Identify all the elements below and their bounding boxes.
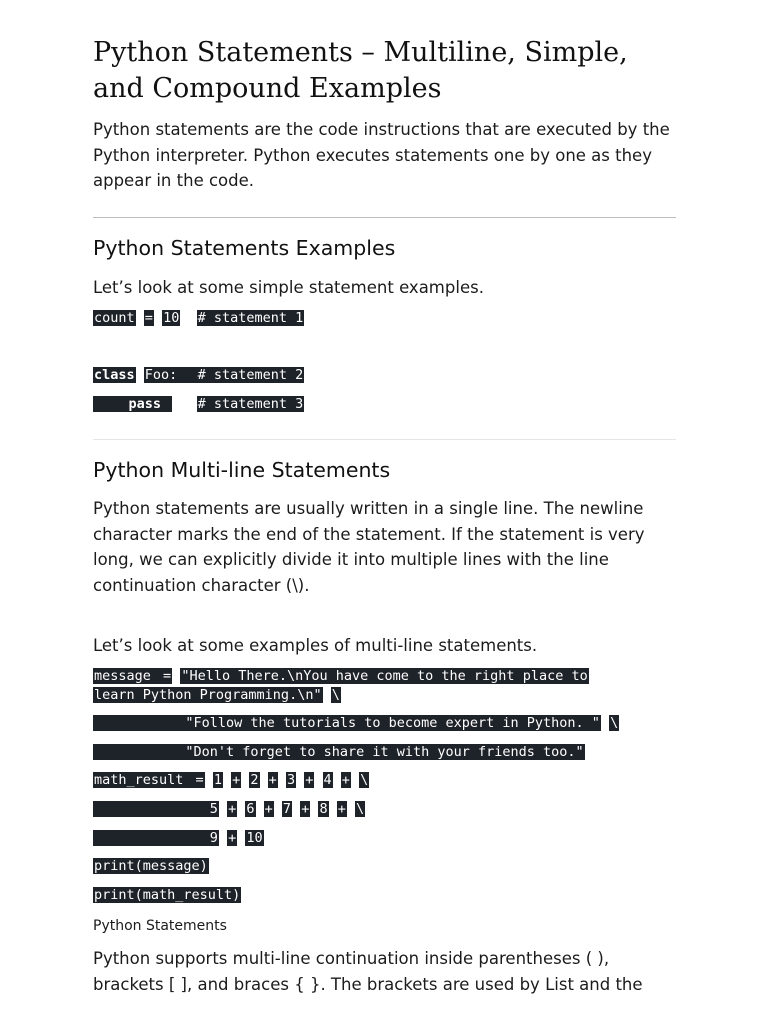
page-title: Python Statements – Multiline, Simple, and Compound Examples xyxy=(93,37,628,104)
code-token: 9 xyxy=(209,830,218,846)
section-heading-multiline: Python Multi-line Statements xyxy=(93,458,391,482)
code-token: \ xyxy=(356,801,365,817)
code-token: + xyxy=(264,801,273,817)
multiline-lead: Let’s look at some examples of multi-line statements. xyxy=(93,636,538,655)
code-token: + xyxy=(337,801,346,817)
code-token: \ xyxy=(360,772,369,788)
code-token: print(math_result) xyxy=(94,887,241,903)
code-token: + xyxy=(341,772,350,788)
code-token: 10 xyxy=(246,830,263,846)
code-token: \ xyxy=(610,715,619,731)
code-line xyxy=(93,366,304,385)
code-token: message xyxy=(94,668,151,684)
code-token: Foo: xyxy=(144,367,178,383)
code-token: 2 xyxy=(250,772,259,788)
code-token: 7 xyxy=(282,801,292,817)
code-line xyxy=(93,771,369,790)
code-line xyxy=(93,829,264,848)
section-divider xyxy=(93,439,676,440)
code-line xyxy=(93,395,304,414)
code-token: 6 xyxy=(246,801,255,817)
code-line xyxy=(93,857,209,876)
code-token: 8 xyxy=(319,801,328,817)
code-token: 4 xyxy=(323,772,332,788)
code-token: = xyxy=(163,668,172,684)
code-keyword: class xyxy=(94,367,135,383)
code-token: = xyxy=(144,310,153,326)
code-token: 10 xyxy=(163,310,180,326)
code-token: print(message) xyxy=(94,858,208,874)
code-token: + xyxy=(305,772,314,788)
code-token: + xyxy=(228,830,237,846)
code-token: + xyxy=(268,772,277,788)
code-token: 5 xyxy=(209,801,218,817)
code-line xyxy=(93,743,585,762)
code-comment: # statement 3 xyxy=(197,396,304,412)
code-token: + xyxy=(301,801,310,817)
code-token: = xyxy=(195,772,204,788)
section-heading-examples: Python Statements Examples xyxy=(93,236,396,260)
code-token: + xyxy=(228,801,237,817)
code-token: count xyxy=(94,310,135,326)
code-line xyxy=(93,714,619,733)
code-token: math_result xyxy=(94,772,184,788)
code-token: 1 xyxy=(213,772,222,788)
code-line xyxy=(93,800,365,819)
code-line xyxy=(93,309,304,328)
code-line xyxy=(93,886,241,905)
intro-paragraph: Python statements are the code instructions that are executed by the Python interpreter. Python executes statements one by one as they appear in the code. xyxy=(93,120,670,190)
code-caption: Python Statements xyxy=(93,918,227,934)
section-divider xyxy=(93,217,676,218)
code-line xyxy=(93,686,341,705)
code-string: "Follow the tutorials to become expert in Python. " xyxy=(185,715,600,731)
examples-lead: Let’s look at some simple statement examples. xyxy=(93,278,484,297)
continuation-paragraph: Python supports multi-line continuation inside parentheses ( ), brackets [ ], and braces { }. The brackets are used by List and the xyxy=(93,949,643,994)
code-comment: # statement 2 xyxy=(197,367,304,383)
code-string: "Don't forget to share it with your friends too." xyxy=(185,744,584,760)
code-token: 3 xyxy=(286,772,296,788)
code-string: "Hello There.\nYou have come to the right place to xyxy=(181,668,588,684)
code-token: + xyxy=(232,772,241,788)
code-string: learn Python Programming.\n" xyxy=(94,687,322,703)
code-keyword: pass xyxy=(128,396,162,412)
code-comment: # statement 1 xyxy=(197,310,304,326)
code-line xyxy=(93,667,589,686)
code-token: \ xyxy=(331,687,340,703)
multiline-paragraph: Python statements are usually written in a single line. The newline character marks the end of the statement. If the statement is very long, we can explicitly divide it into multiple lines with the line continuation character (\). xyxy=(93,499,645,595)
